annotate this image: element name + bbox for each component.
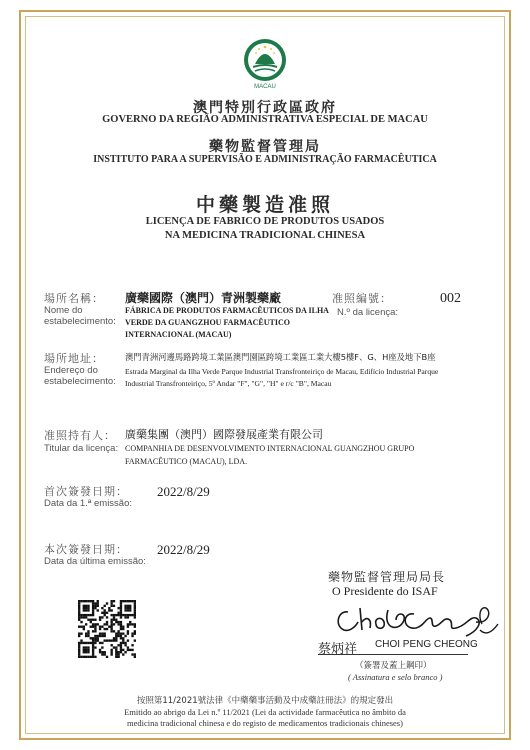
license-number: 002 [440,291,461,306]
gov-title-zh: 澳門特別行政區政府 [193,100,337,116]
address-pt-1: Estrada Marginal da Ilha Verde Parque Industrial Transfronteiriço de Macau, Edifício Industrial Parque [125,367,439,376]
signatory-title-zh: 藥物監督管理局局長 [328,570,446,584]
footer-legal-zh: 按照第11/2021號法律《中藥藥事活動及中成藥註冊法》的規定發出 [136,696,394,706]
last-issue-label-pt: Data da última emissão: [44,556,146,567]
holder-label-pt: Titular da licença: [44,443,119,454]
address-zh: 澳門青洲河邊馬路跨境工業區澳門園區跨境工業區工業大樓5樓F、G、H座及地下B座 [125,352,436,362]
first-issue-date: 2022/8/29 [157,484,210,499]
signatory-name-zh: 蔡炳祥 [318,642,358,657]
holder-label-zh: 准照持有人： [44,429,116,442]
establishment-label-pt-2: estabelecimento: [44,316,116,327]
first-issue-label-pt: Data da 1.ª emissão: [44,498,133,509]
establishment-name-pt-3: INTERNACIONAL (MACAU) [125,330,232,339]
license-number-label-pt: N.º da licença: [337,307,399,318]
license-title-pt-line2: NA MEDICINA TRADICIONAL CHINESA [164,230,366,241]
holder-name-zh: 廣藥集團（澳門）國際發展產業有限公司 [125,428,323,441]
institute-title-zh: 藥物監督管理局 [209,139,321,155]
signature-line [318,654,468,655]
license-title-zh: 中藥製造准照 [195,194,334,216]
establishment-label-zh: 場所名稱： [44,292,104,305]
establishment-name-zh: 廣藥國際（澳門）青洲製藥廠 [125,291,282,305]
establishment-name-pt-2: VERDE DA GUANGZHOU FARMACÊUTICO [125,318,290,327]
institute-title-pt: INSTITUTO PARA A SUPERVISÃO E ADMINISTRAÇÃO FARMACÊUTICA [93,154,437,165]
address-pt-2: Industrial Transfronteiriço, 5º Andar "F", "G", "H" e r/c "B", Macau [125,379,332,388]
signatory-title-pt: O Presidente do ISAF [332,584,438,598]
establishment-name-pt-1: FÁBRICA DE PRODUTOS FARMACÊUTICOS DA ILHA [125,306,329,315]
holder-name-pt-2: FARMACÊUTICO (MACAU), LDA. [125,457,248,466]
sign-note-pt: ( Assinatura e selo branco ) [348,672,443,682]
address-label-pt-2: estabelecimento: [44,376,116,387]
address-label-zh: 場所地址： [44,352,104,365]
holder-name-pt-1: COMPANHIA DE DESENVOLVIMENTO INTERNACIONAL GUANGZHOU GRUPO [125,444,415,453]
license-title-pt-line1: LICENÇA DE FABRICO DE PRODUTOS USADOS [145,216,385,227]
footer-legal-pt-2: medicina tradicional chinesa e do registo de medicamentos tradicionais chineses) [127,718,403,728]
address-label-pt-1: Endereço do [44,365,98,376]
qr-code-icon[interactable] [78,600,136,658]
emblem-text: MACAU [254,84,276,90]
last-issue-label-zh: 本次簽發日期： [44,543,128,556]
establishment-label-pt-1: Nome do [44,305,83,316]
license-number-label-zh: 准照編號： [332,292,392,305]
handwritten-signature-icon [330,600,500,642]
gov-title-pt: GOVERNO DA REGIÃO ADMINISTRATIVA ESPECIAL DE MACAU [102,114,428,125]
footer-legal-pt-1: Emitido ao abrigo da Lei n.º 11/2021 (Lei da actividade farmacêutica no âmbito da [124,707,406,717]
last-issue-date: 2022/8/29 [157,542,210,557]
macau-emblem-icon [240,36,290,92]
first-issue-label-zh: 首次簽發日期： [44,485,128,498]
signatory-name-pt: CHOI PENG CHEONG [375,639,478,650]
sign-note-zh: （簽署及蓋上鋼印） [355,661,432,671]
